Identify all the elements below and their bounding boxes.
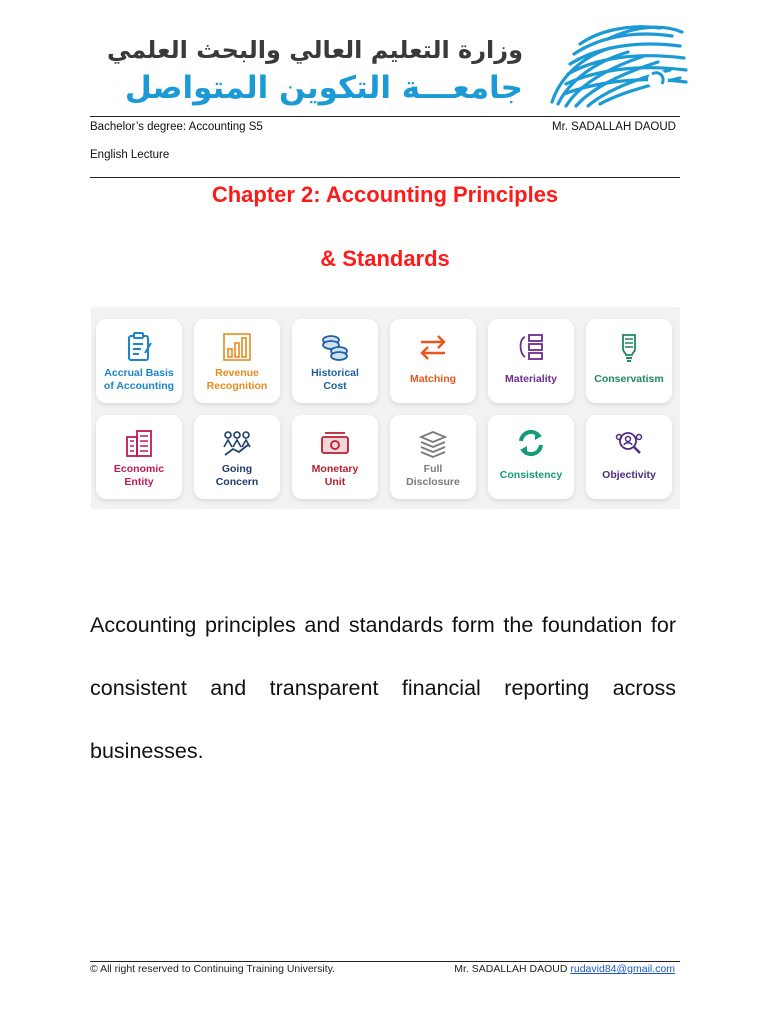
refresh-icon: [515, 427, 547, 459]
principle-label: Materiality: [505, 373, 557, 385]
list-icon: [515, 331, 547, 363]
principle-card-historical-cost: [292, 319, 378, 403]
lightbulb-icon: [613, 331, 645, 363]
principle-card-matching: [390, 319, 476, 403]
degree-label: Bachelor’s degree: Accounting S5: [90, 121, 263, 133]
principle-label: Economic: [113, 463, 165, 475]
principle-label: Unit: [324, 476, 346, 488]
coins-icon: [319, 331, 351, 363]
principle-card-full-disclosure: [390, 415, 476, 499]
principle-card-conservatism: [586, 319, 672, 403]
university-name-arabic: جامعـــة التكوين المتواصل: [124, 70, 523, 106]
principle-label: Entity: [124, 476, 154, 488]
body-paragraph: Accounting principles and standards form the foundation for consistent and transparent financial reporting across businesses.: [90, 613, 676, 763]
chapter-title: Chapter 2: Accounting Principles: [211, 182, 559, 207]
people-icon: [221, 427, 253, 459]
principle-label: Objectivity: [602, 469, 656, 481]
money-icon: [319, 427, 351, 459]
arrows-icon: [417, 331, 449, 363]
principle-label: of Accounting: [103, 380, 175, 392]
footer-rule: [90, 961, 680, 962]
principle-label: Accrual Basis: [104, 367, 174, 379]
clipboard-icon: [123, 331, 155, 363]
header-rule-top: [90, 116, 680, 117]
principles-infographic: [91, 307, 680, 509]
principle-label: Disclosure: [406, 476, 460, 488]
principle-label: Recognition: [206, 380, 268, 392]
principle-label: Full: [423, 463, 443, 475]
principle-label: Historical: [311, 367, 359, 379]
principle-card-revenue-recognition: [194, 319, 280, 403]
ministry-name-arabic: وزارة التعليم العالي والبحث العلمي: [106, 36, 523, 64]
university-logo: [540, 18, 690, 110]
header-rule-bottom: [90, 177, 680, 178]
footer-email-link[interactable]: rudavid84@gmail.com: [570, 963, 675, 975]
principle-card-accrual-basis: [96, 319, 182, 403]
lecture-type-label: English Lecture: [90, 149, 170, 161]
footer-copyright: © All right reserved to Continuing Training University.: [90, 963, 336, 975]
footer-author: Mr. SADALLAH DAOUD: [454, 963, 568, 975]
principle-card-materiality: [488, 319, 574, 403]
stack-icon: [417, 427, 449, 459]
footer-contact: [454, 963, 675, 975]
search-people-icon: [613, 427, 645, 459]
principle-card-monetary-unit: [292, 415, 378, 499]
principle-card-consistency: [488, 415, 574, 499]
principle-label: Matching: [409, 373, 457, 385]
principle-label: Cost: [323, 380, 347, 392]
principle-label: Going: [221, 463, 253, 475]
principle-label: Consistency: [499, 469, 563, 481]
principle-label: Monetary: [311, 463, 359, 475]
principle-label: Concern: [215, 476, 259, 488]
author-label: Mr. SADALLAH DAOUD: [552, 121, 676, 133]
principle-card-economic-entity: [96, 415, 182, 499]
principle-label: Revenue: [215, 367, 259, 379]
principle-card-going-concern: [194, 415, 280, 499]
principle-label: Conservatism: [594, 373, 664, 385]
building-icon: [123, 427, 155, 459]
principle-card-objectivity: [586, 415, 672, 499]
chapter-subtitle: & Standards: [320, 246, 450, 271]
bar-chart-icon: [221, 331, 253, 363]
